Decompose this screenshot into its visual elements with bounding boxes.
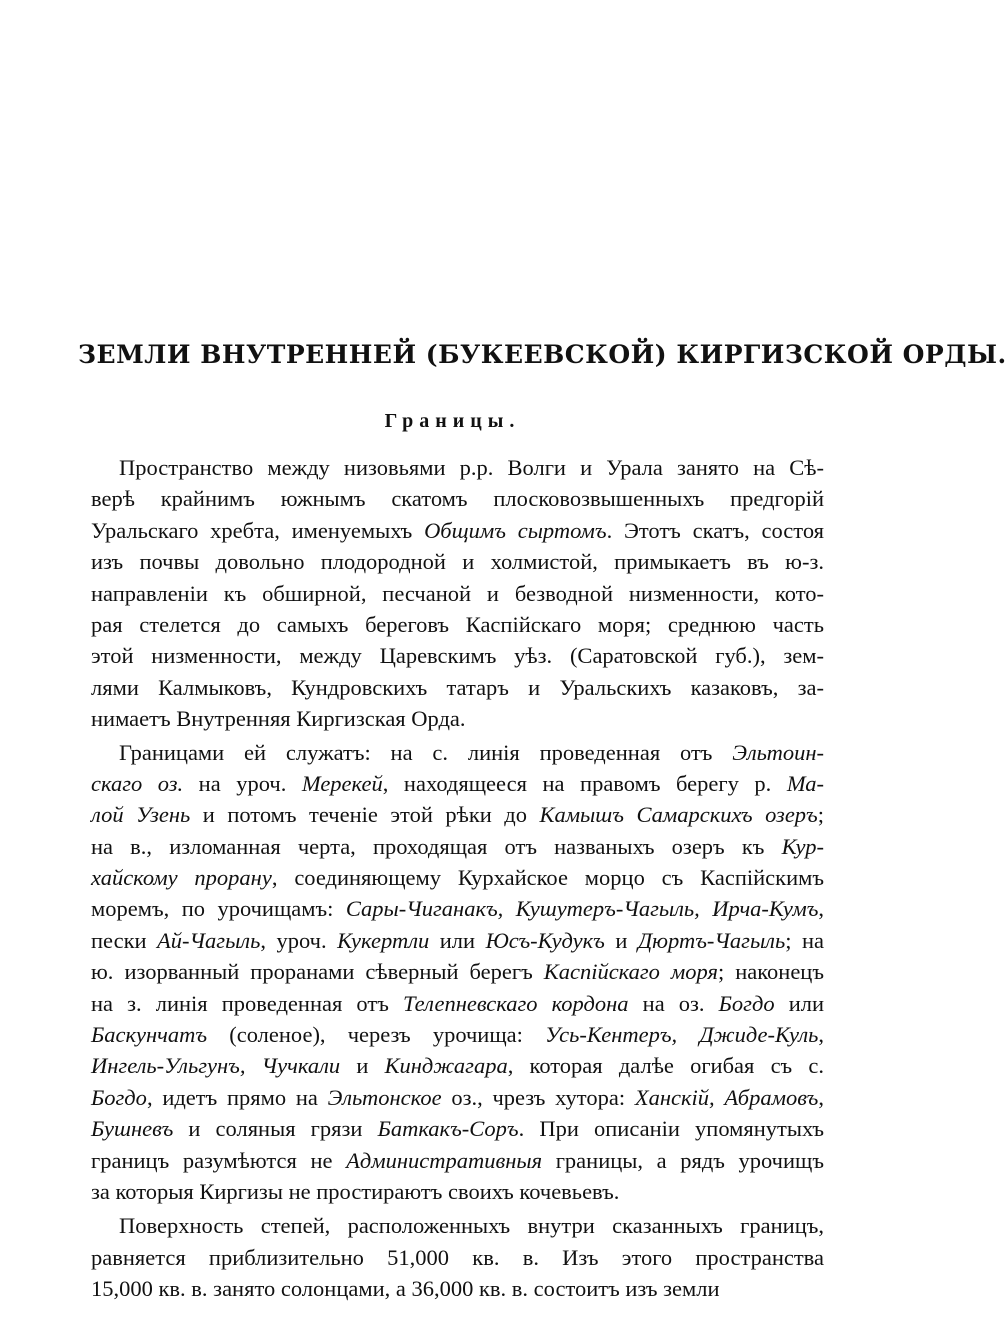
text-run: изъ почвы довольно плодородной и холмистой, примыкаетъ въ ю-з.: [91, 549, 824, 575]
text-run: ,: [818, 896, 824, 922]
text-line: [91, 1145, 824, 1176]
text-line: [91, 1082, 824, 1113]
text-run: и: [340, 1053, 385, 1079]
text-run: , соединяющему Курхайское морцо съ Каспійскимъ: [271, 865, 824, 891]
text-line: [91, 1242, 824, 1273]
text-run: этой низменности, между Царевскимъ уѣз. (Саратовской губ.), зем-: [91, 643, 824, 669]
text-run: рая стелется до самыхъ береговъ Каспійскаго моря; среднюю часть: [91, 611, 824, 637]
text-run: оз., чрезъ хутора:: [441, 1084, 635, 1110]
italic-text-run: Ай-Чагыль: [157, 927, 261, 953]
text-run: границы, а рядъ урочищъ: [542, 1147, 824, 1173]
text-run: Поверхность степей, расположенныхъ внутри сказанныхъ границъ,: [119, 1213, 824, 1239]
text-run: на уроч.: [183, 770, 302, 796]
text-line: [91, 862, 824, 893]
text-run: ;: [817, 802, 824, 828]
text-run: равняется приблизительно 51,000 кв. в. Изъ этого пространства: [91, 1244, 824, 1270]
section-heading: Границы.: [384, 410, 521, 432]
text-run: , которая далѣе огибая съ с.: [507, 1053, 824, 1079]
italic-text-run: Ханскій, Абрамовъ: [634, 1084, 819, 1110]
text-run: ю. изорванный проранами сѣверный берегъ: [91, 959, 544, 985]
text-run: моремъ, по урочищамъ:: [91, 896, 346, 922]
text-line: [91, 703, 824, 734]
italic-text-run: Камышъ Самарскихъ озеръ: [539, 802, 818, 828]
text-run: пески: [91, 927, 158, 953]
text-run: за которыя Киргизы не простираютъ своихъ кочевьевъ.: [91, 1178, 620, 1204]
text-line: [91, 799, 824, 830]
italic-text-run: Кукертли: [337, 927, 430, 953]
text-run: 15,000 кв. в. занято солонцами, а 36,000 кв. в. состоитъ изъ земли: [91, 1276, 720, 1302]
text-line: [91, 768, 824, 799]
italic-text-run: Бушневъ: [91, 1116, 174, 1142]
text-run: Пространство между низовьями р.р. Волги и Урала занято на Сѣ-: [119, 455, 824, 480]
text-line: [91, 831, 824, 862]
italic-text-run: Эльтонское: [327, 1084, 442, 1110]
italic-text-run: Богдо: [91, 1084, 147, 1110]
text-line: [91, 925, 824, 956]
italic-text-run: Баткакъ-Соръ: [377, 1116, 519, 1142]
text-line: [91, 1050, 824, 1081]
text-line: [91, 1210, 824, 1241]
italic-text-run: Кур-: [781, 833, 824, 859]
text-run: . При описаніи упомянутыхъ: [518, 1116, 824, 1142]
text-run: , уроч.: [260, 927, 338, 953]
body-text: [91, 452, 824, 1305]
italic-text-run: Дюртъ-Чагыль: [637, 927, 786, 953]
italic-text-run: Общимъ сыртомъ: [424, 517, 607, 543]
text-run: ,: [818, 1022, 824, 1048]
italic-text-run: скаго оз.: [91, 770, 184, 796]
italic-text-run: Эльтоин-: [732, 739, 824, 765]
text-line: [91, 988, 824, 1019]
italic-text-run: Кинджагара: [384, 1053, 508, 1079]
italic-text-run: Юсъ-Кудукъ: [485, 927, 605, 953]
italic-text-run: Баскунчатъ: [91, 1022, 208, 1048]
text-line: [91, 737, 824, 768]
italic-text-run: Усь-Кентеръ, Джиде-Куль: [545, 1022, 819, 1048]
text-run: ,: [818, 1084, 824, 1110]
page-title: ЗЕМЛИ ВНУТРЕННЕЙ (БУКЕЕВСКОЙ) КИРГИЗСКОЙ ОРДЫ.: [78, 340, 1007, 369]
text-line: [91, 452, 824, 483]
italic-text-run: Ингель-Ульгунъ, Чучкали: [91, 1053, 341, 1079]
text-run: лями Калмыковъ, Кундровскихъ татаръ и Уральскихъ казаковъ, за-: [91, 674, 824, 700]
text-line: [91, 1113, 824, 1144]
text-line: [91, 672, 824, 703]
italic-text-run: Мерекей: [301, 770, 383, 796]
italic-text-run: лой Узень: [91, 802, 191, 828]
text-run: ; наконецъ: [717, 959, 824, 985]
italic-text-run: Ма-: [786, 770, 824, 796]
text-line: [91, 609, 824, 640]
text-run: , идетъ прямо на: [146, 1084, 328, 1110]
text-run: или: [774, 990, 825, 1016]
italic-text-run: Сары-Чиганакъ, Кушутеръ-Чагыль, Ирча-Кумъ: [345, 896, 819, 922]
text-run: границъ разумѣются не: [91, 1147, 347, 1173]
text-line: [91, 956, 824, 987]
text-run: верѣ крайнимъ южнымъ скатомъ плосковозвышенныхъ предгорій: [91, 486, 824, 512]
text-line: [91, 546, 824, 577]
italic-text-run: Телепневскаго кордона: [402, 990, 629, 1016]
italic-text-run: Каспійскаго моря: [543, 959, 718, 985]
text-run: нимаетъ Внутренняя Киргизская Орда.: [91, 706, 466, 732]
text-run: или: [429, 927, 486, 953]
italic-text-run: Административныя: [346, 1147, 543, 1173]
text-run: на з. линія проведенная отъ: [91, 990, 403, 1016]
text-run: (соленое), черезъ урочища:: [207, 1022, 546, 1048]
text-run: на в., изломанная черта, проходящая отъ названыхъ озеръ къ: [91, 833, 782, 859]
text-line: [91, 578, 824, 609]
text-line: [91, 515, 824, 546]
text-run: Уральскаго хребта, именуемыхъ: [91, 517, 425, 543]
text-line: [91, 893, 824, 924]
text-run: и потомъ теченіе этой рѣки до: [190, 802, 540, 828]
text-line: [91, 1176, 824, 1207]
text-line: [91, 1273, 824, 1304]
text-line: [91, 640, 824, 671]
italic-text-run: хайскому прорану: [91, 865, 272, 891]
text-line: [91, 1019, 824, 1050]
text-run: . Этотъ скатъ, состоя: [606, 517, 824, 543]
text-run: ; на: [785, 927, 825, 953]
italic-text-run: Богдо: [718, 990, 775, 1016]
text-run: , находящееся на правомъ берегу р.: [382, 770, 787, 796]
text-run: и: [604, 927, 638, 953]
text-run: Границами ей служатъ: на с. линія проведенная отъ: [119, 739, 733, 765]
text-run: на оз.: [628, 990, 719, 1016]
text-run: направленіи къ обширной, песчаной и безводной низменности, кото-: [91, 580, 824, 606]
text-run: и соляныя грязи: [173, 1116, 378, 1142]
text-line: [91, 483, 824, 514]
